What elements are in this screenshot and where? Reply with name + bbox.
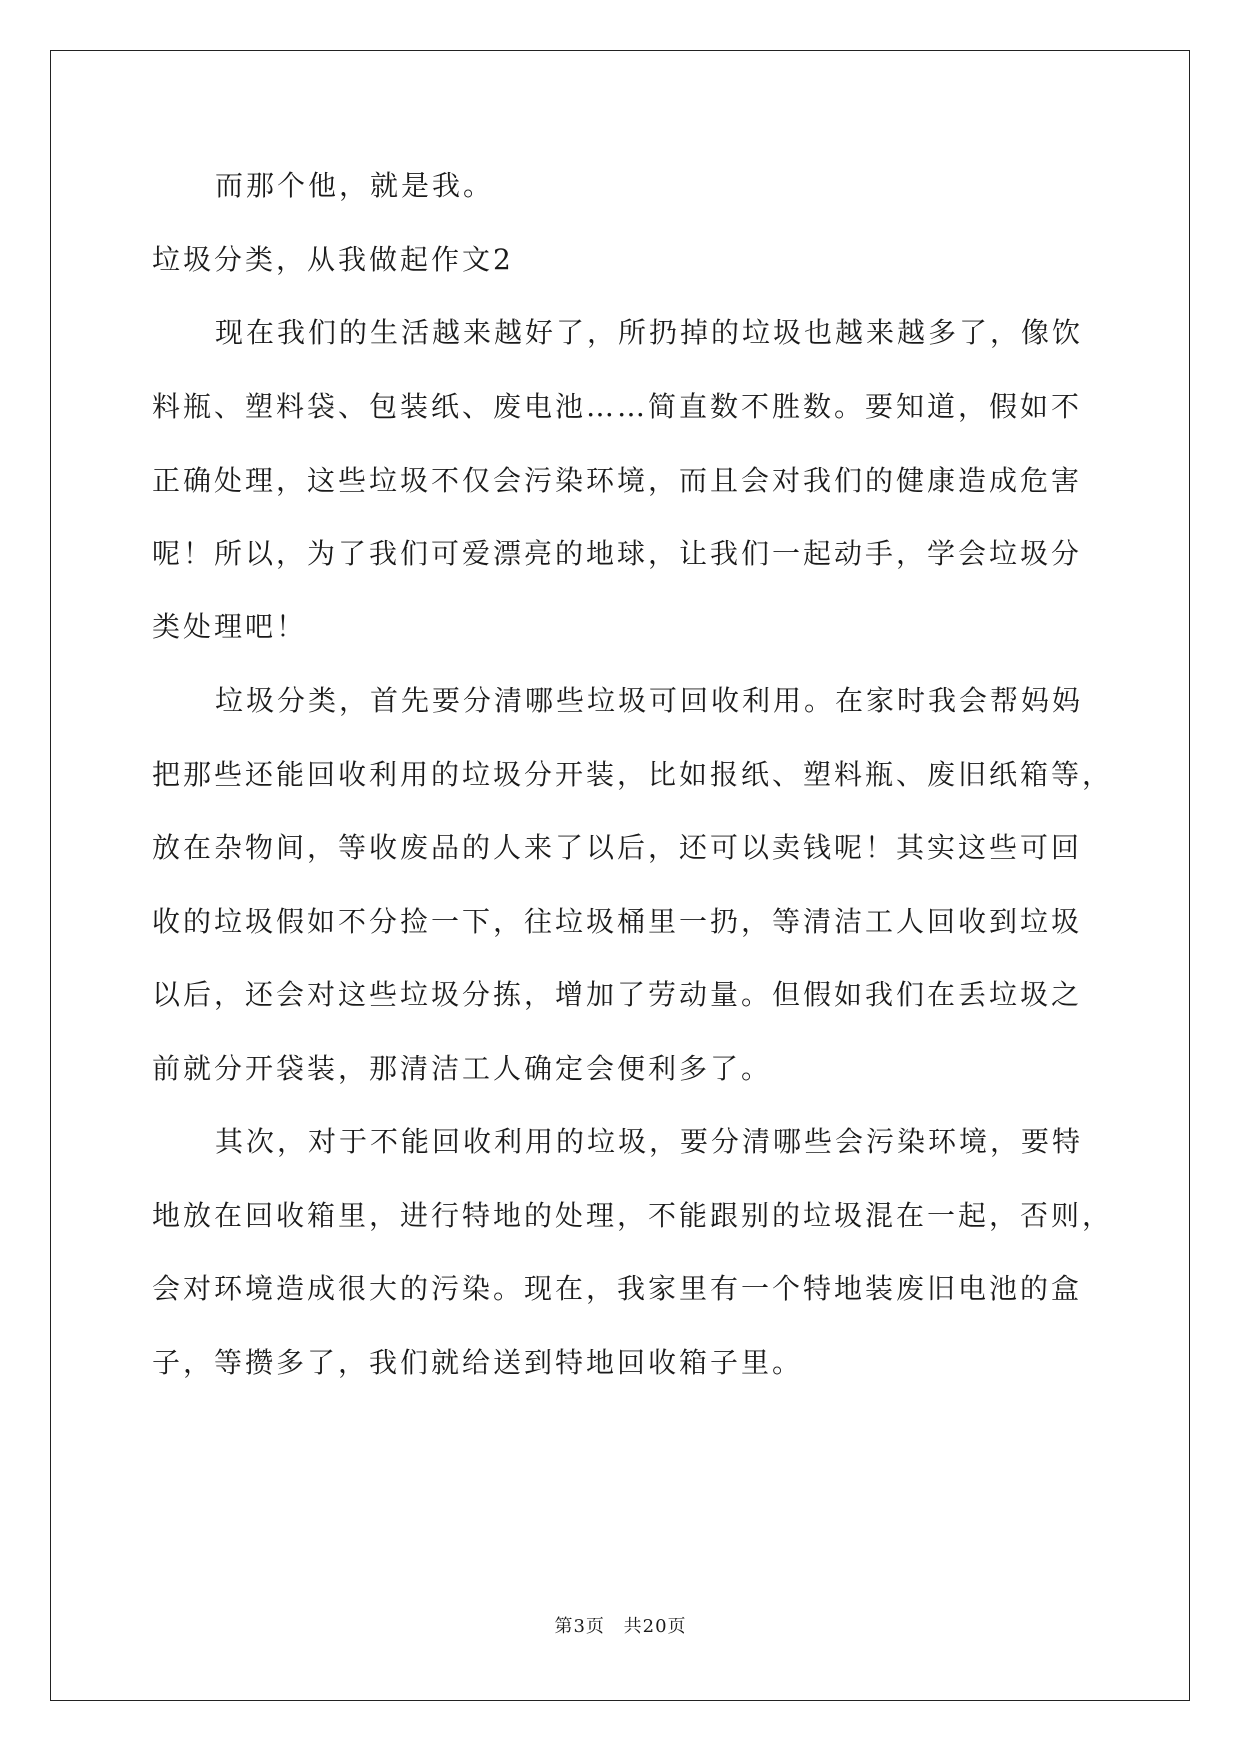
paragraph-line: 类处理吧！ bbox=[152, 610, 308, 643]
paragraph-line: 正确处理，这些垃圾不仅会污染环境，而且会对我们的健康造成危害 bbox=[152, 464, 1083, 497]
page-total: 共20页 bbox=[623, 1616, 687, 1637]
page-footer bbox=[0, 1612, 1241, 1638]
page-number: 第3页 bbox=[554, 1616, 605, 1637]
paragraph-line: 以后，还会对这些垃圾分拣，增加了劳动量。但假如我们在丢垃圾之 bbox=[152, 978, 1083, 1011]
paragraph-line: 料瓶、塑料袋、包装纸、废电池……简直数不胜数。要知道，假如不 bbox=[152, 390, 1083, 423]
paragraph-line: 地放在回收箱里，进行特地的处理，不能跟别的垃圾混在一起，否则， bbox=[152, 1199, 1114, 1232]
paragraph-line: 会对环境造成很大的污染。现在，我家里有一个特地装废旧电池的盒 bbox=[152, 1272, 1083, 1305]
paragraph-line: 现在我们的生活越来越好了，所扔掉的垃圾也越来越多了，像饮 bbox=[215, 316, 1084, 349]
paragraph-line: 把那些还能回收利用的垃圾分开装，比如报纸、塑料瓶、废旧纸箱等， bbox=[152, 758, 1114, 791]
essay-title: 垃圾分类，从我做起作文2 bbox=[152, 243, 514, 276]
paragraph-line: 而那个他，就是我。 bbox=[215, 169, 495, 202]
paragraph-line: 收的垃圾假如不分捡一下，往垃圾桶里一扔，等清洁工人回收到垃圾 bbox=[152, 905, 1083, 938]
paragraph-line: 子，等攒多了，我们就给送到特地回收箱子里。 bbox=[152, 1346, 804, 1379]
paragraph-line: 放在杂物间，等收废品的人来了以后，还可以卖钱呢！其实这些可回 bbox=[152, 831, 1083, 864]
paragraph-line: 呢！所以，为了我们可爱漂亮的地球，让我们一起动手，学会垃圾分 bbox=[152, 537, 1083, 570]
page-border bbox=[50, 50, 1190, 1701]
paragraph-line: 前就分开袋装，那清洁工人确定会便利多了。 bbox=[152, 1052, 773, 1085]
paragraph-line: 垃圾分类，首先要分清哪些垃圾可回收利用。在家时我会帮妈妈 bbox=[215, 684, 1084, 717]
paragraph-line: 其次，对于不能回收利用的垃圾，要分清哪些会污染环境，要特 bbox=[215, 1125, 1084, 1158]
